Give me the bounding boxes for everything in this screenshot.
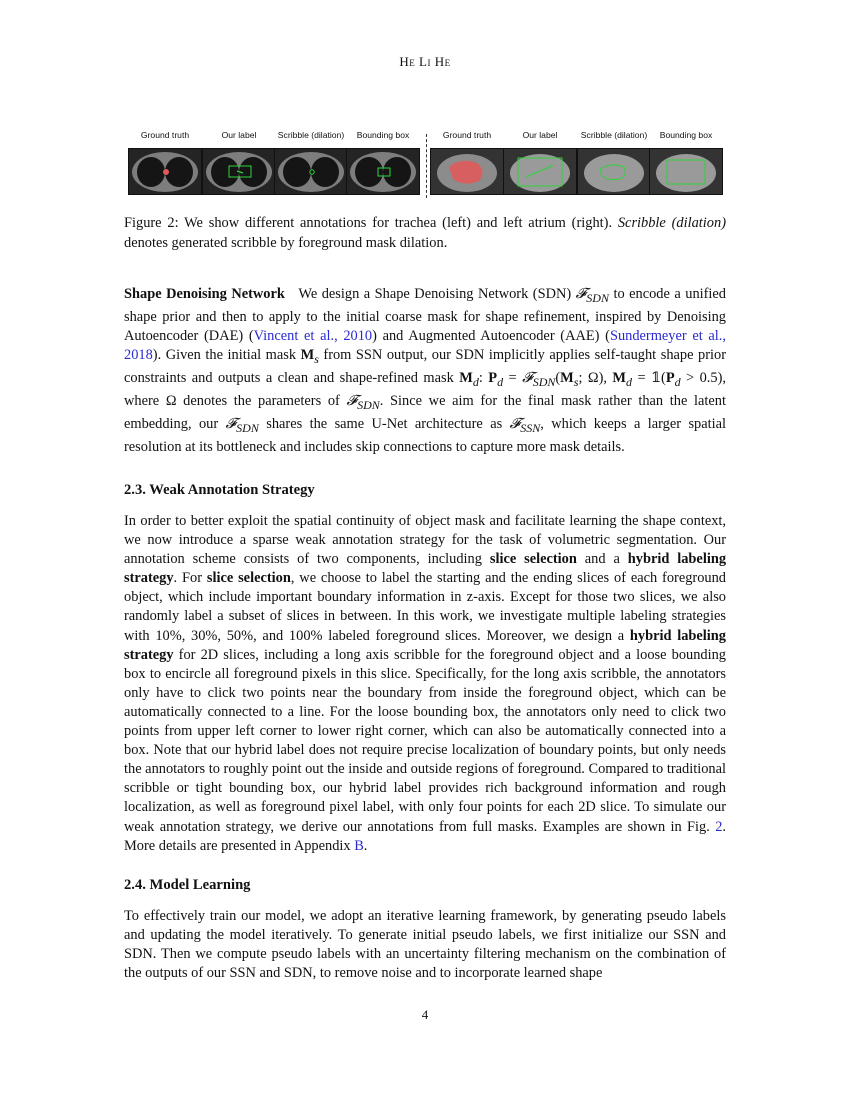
caption-text-end: denotes generated scribble by foreground mask dilation.: [124, 235, 448, 251]
figure-2: [124, 130, 726, 200]
trachea-scribble-image: [274, 148, 348, 195]
sdn-paragraph: Shape Denoising Network We design a Shape Denoising Network (SDN) 𝓕$_{SDN}$ to encode a unified shape prior and then to apply to the initial coarse mask for shape refinement, inspired by Denoising Autoencoder (DAE) (Vincent et al., 2010) and Augmented Autoencoder (AAE) (Sundermeyer et al., 2018). Given the initial mask $M_s$ from SSN output, our SDN implicitly applies self-taught shape prior constraints and outputs a clean and shape-refined mask $M_d$: $P_d$ = $𝓕_{SDN}(M_s$; Ω), $M_d$ = $𝟙(P_d > 0.5)$, where Ω denotes the parameters of 𝓕$_{SDN}$. Since we aim for the final mask rather than the latent embedding, our 𝓕$_{SDN}$ shares the same U-Net architecture as 𝓕$_{SSN}$, which keeps a larger spatial resolution at its bottleneck and includes skip connections to capture more mask details.: [124, 286, 727, 456]
fig-label-left-ground-truth: Ground truth: [140, 130, 190, 140]
fig-label-left-bounding-box: Bounding box: [356, 130, 410, 140]
atrium-scribble-image: [577, 148, 651, 195]
section-2-4-paragraph: To effectively train our model, we adopt an iterative learning framework, by generating pseudo labels and updating the model iteratively. To generate initial pseudo labels, we first initialize our SSN and SDN. Then we compute pseudo labels with an uncertainty filtering mechanism on the combination of the outputs of our SSN and SDN, to remove noise and to incorporate learned shape: [124, 908, 726, 982]
page-number: 4: [421, 1007, 429, 1022]
figure-2-reference[interactable]: 2: [715, 818, 723, 835]
figure-divider: [426, 134, 427, 198]
fig-label-right-our-label: Our label: [522, 130, 558, 140]
section-2-3-paragraph: In order to better exploit the spatial continuity of object mask and facilitate learning the shape context, we now introduce a sparse weak annotation strategy for the task of volumetric segmentation. Our annotation scheme consists of two components, including slice selection and a hybrid labeling strategy. For slice selection, we choose to label the starting and the ending slices of each foreground object, which include important boundary information in z-axis. Except for those two slices, we also randomly label a subset of slices in between. In this work, we investigate multiple labeling strategies with 10%, 30%, 50%, and 100% labeled foreground slices. Moreover, we design a hybrid labeling strategy for 2D slices, including a long axis scribble for the foreground object and a loose bounding box to encircle all foreground pixels in this slice. Specifically, for the long axis scribble, the annotators only have to click two points near the boundary from inside the foreground object, which can be automatically connected to a line. For the loose bounding box, the annotators only need to click two points from upper left corner to lower right corner, which can also be automatically connected into a box. Note that our hybrid label does not require precise localization of boundary points, but only needs the annotators to roughly point out the inside and outside regions of foreground. Compared to traditional scribble or tight bounding box, our hybrid label provides rich background information and rough localization, as well as foreground pixel label, with only four points for each 2D slice. To simulate our weak annotation strategy, we derive our annotations from full masks. Examples are shown in Fig. 2. More details are presented in Appendix B.: [124, 513, 727, 854]
running-head: He Li He: [399, 54, 451, 69]
section-2-3-title: 2.3. Weak Annotation Strategy: [124, 482, 315, 498]
caption-text: Figure 2: We show different annotations for trachea (left) and left atrium (right).: [124, 215, 618, 231]
atrium-our-label-image: [503, 148, 577, 195]
appendix-b-reference[interactable]: B: [354, 837, 364, 854]
atrium-ground-truth-image: [430, 148, 504, 195]
trachea-our-label-image: [202, 148, 276, 195]
caption-italic-term: Scribble (dilation): [617, 215, 726, 231]
sdn-run-in-heading: Shape Denoising Network: [124, 286, 285, 302]
trachea-ground-truth-image: [128, 148, 202, 195]
citation-vincent[interactable]: Vincent et al., 2010: [253, 328, 373, 345]
fig-label-right-bounding-box: Bounding box: [659, 130, 713, 140]
section-2-4-title: 2.4. Model Learning: [124, 877, 251, 893]
fig-label-left-our-label: Our label: [221, 130, 257, 140]
fig-label-left-scribble: Scribble (dilation): [277, 130, 345, 140]
fig-label-right-scribble: Scribble (dilation): [580, 130, 648, 140]
trachea-bounding-box-image: [346, 148, 420, 195]
citation-sundermeyer[interactable]: Sundermeyer et al., 2018: [124, 328, 726, 364]
fig-label-right-ground-truth: Ground truth: [442, 130, 492, 140]
atrium-bounding-box-image: [649, 148, 723, 195]
figure-caption: [124, 213, 726, 253]
